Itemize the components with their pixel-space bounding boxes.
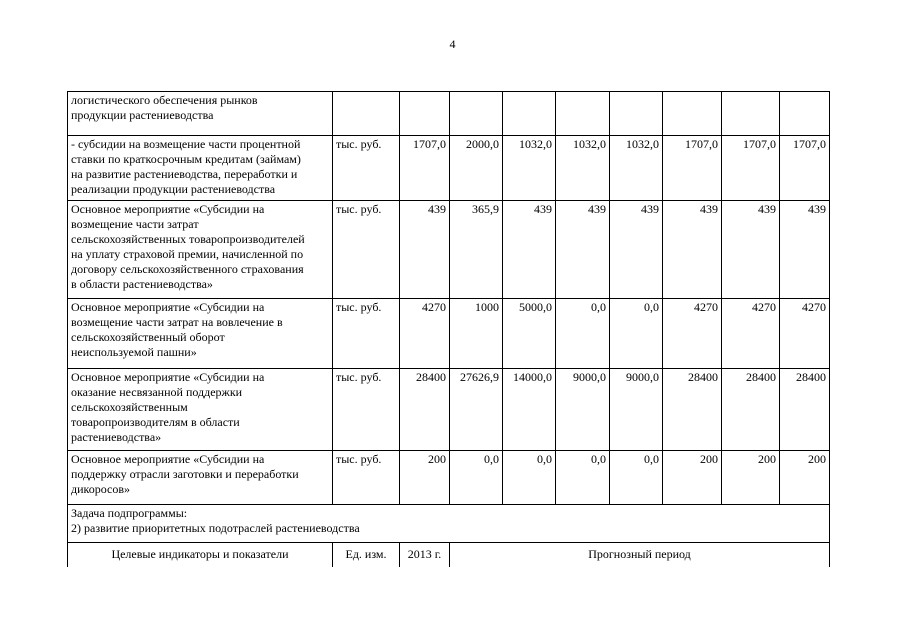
- row-value: 1000: [450, 299, 503, 369]
- table-row: [68, 299, 830, 369]
- row-value: [663, 92, 722, 136]
- program-table: [67, 91, 830, 567]
- row-value: 9000,0: [556, 369, 610, 451]
- row-value: 439: [722, 201, 780, 299]
- row-value: 439: [400, 201, 450, 299]
- row-value: 28400: [722, 369, 780, 451]
- task-row: [68, 505, 830, 543]
- row-name: логистического обеспечения рынков продукции растениеводства: [68, 92, 333, 136]
- row-value: 2000,0: [450, 136, 503, 201]
- row-value: 439: [780, 201, 830, 299]
- row-unit: тыс. руб.: [333, 136, 400, 201]
- row-name: Основное мероприятие «Субсидии на возмещение части затрат на вовлечение в сельскохозяйственный оборот неиспользуемой пашни»: [68, 299, 333, 369]
- row-value: 200: [663, 451, 722, 505]
- row-value: 27626,9: [450, 369, 503, 451]
- row-value: 28400: [400, 369, 450, 451]
- row-value: 28400: [780, 369, 830, 451]
- row-value: 4270: [400, 299, 450, 369]
- row-value: 0,0: [556, 451, 610, 505]
- row-value: 1707,0: [663, 136, 722, 201]
- row-value: 9000,0: [610, 369, 663, 451]
- row-value: [722, 92, 780, 136]
- table-row: [68, 136, 830, 201]
- row-value: [450, 92, 503, 136]
- row-value: 0,0: [556, 299, 610, 369]
- table-row: [68, 451, 830, 505]
- row-value: 439: [610, 201, 663, 299]
- table-row: [68, 92, 830, 136]
- row-name: Основное мероприятие «Субсидии на оказание несвязанной поддержки сельскохозяйственным товаропроизводителям в области растениеводства»: [68, 369, 333, 451]
- row-value: 1707,0: [780, 136, 830, 201]
- forecast-header: Прогнозный период: [450, 543, 830, 567]
- page-number: 4: [449, 37, 456, 51]
- row-value: 14000,0: [503, 369, 556, 451]
- row-value: 200: [722, 451, 780, 505]
- row-value: [610, 92, 663, 136]
- unit-header: Ед. изм.: [333, 543, 400, 567]
- row-value: 1032,0: [610, 136, 663, 201]
- row-value: 4270: [780, 299, 830, 369]
- task-text: Задача подпрограммы: 2) развитие приоритетных подотраслей растениеводства: [68, 505, 830, 543]
- row-unit: тыс. руб.: [333, 299, 400, 369]
- row-unit: [333, 92, 400, 136]
- row-name: Основное мероприятие «Субсидии на возмещение части затрат сельскохозяйственных товаропроизводителей на уплату страховой премии, начисленной по договору сельскохозяйственного страхования в области растениеводства»: [68, 201, 333, 299]
- row-value: 1707,0: [722, 136, 780, 201]
- row-value: 439: [503, 201, 556, 299]
- row-value: 0,0: [610, 299, 663, 369]
- row-value: 365,9: [450, 201, 503, 299]
- row-name: Основное мероприятие «Субсидии на поддержку отрасли заготовки и переработки дикоросов»: [68, 451, 333, 505]
- indicators-header: Целевые индикаторы и показатели: [68, 543, 333, 567]
- year-header: 2013 г.: [400, 543, 450, 567]
- row-unit: тыс. руб.: [333, 369, 400, 451]
- row-value: 4270: [722, 299, 780, 369]
- row-value: 28400: [663, 369, 722, 451]
- row-value: 0,0: [450, 451, 503, 505]
- row-value: 439: [556, 201, 610, 299]
- row-value: 0,0: [610, 451, 663, 505]
- row-value: [780, 92, 830, 136]
- table-row: [68, 369, 830, 451]
- row-value: [556, 92, 610, 136]
- row-value: 439: [663, 201, 722, 299]
- row-value: 1707,0: [400, 136, 450, 201]
- row-value: 200: [780, 451, 830, 505]
- row-value: 200: [400, 451, 450, 505]
- row-value: 0,0: [503, 451, 556, 505]
- row-value: 4270: [663, 299, 722, 369]
- row-unit: тыс. руб.: [333, 201, 400, 299]
- row-value: 5000,0: [503, 299, 556, 369]
- indicators-header-row: [68, 543, 830, 567]
- row-value: [400, 92, 450, 136]
- row-value: 1032,0: [503, 136, 556, 201]
- row-value: [503, 92, 556, 136]
- row-value: 1032,0: [556, 136, 610, 201]
- row-name: - субсидии на возмещение части процентной ставки по краткосрочным кредитам (займам) на развитие растениеводства, переработки и реализации продукции растениеводства: [68, 136, 333, 201]
- row-unit: тыс. руб.: [333, 451, 400, 505]
- table-row: [68, 201, 830, 299]
